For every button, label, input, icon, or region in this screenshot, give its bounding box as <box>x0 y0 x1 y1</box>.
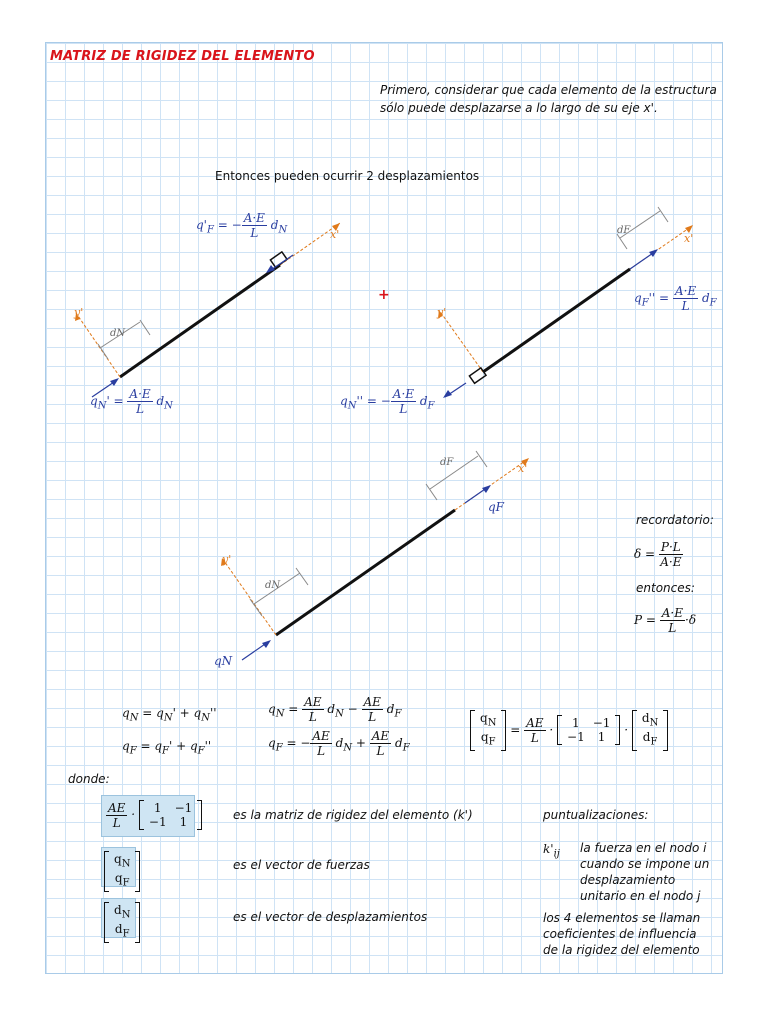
donde-label: donde: <box>68 772 110 786</box>
element-bar <box>483 269 630 372</box>
intro-line-1: Primero, considerar que cada elemento de la estructura <box>380 83 717 97</box>
summary-line-1: los 4 elementos se llaman <box>543 911 701 925</box>
reminder-label: recordatorio: <box>636 513 714 527</box>
y-axis-label: y' <box>222 553 232 566</box>
note-line-1: la fuerza en el nodo i <box>580 841 707 855</box>
dF-label: dF <box>440 457 454 468</box>
eq-qN-sum: $q_N = q_N' + q_N''$ <box>122 706 217 724</box>
definition-stiffness: es la matriz de rigidez del elemento (k') <box>233 808 473 822</box>
formula-qF-prime: $q'_F$ = − $\frac{A\cdot E}{L}$ $d_N$ <box>196 211 288 240</box>
plus-sign: + <box>378 287 390 303</box>
summary-line-2: coeficientes de influencia <box>543 927 697 941</box>
intro-line-2: sólo puede desplazarse a lo largo de su eje x'. <box>380 101 658 115</box>
element-bar <box>120 265 280 377</box>
eq-qN-full: $q_N$ = $\frac{AE}{L}$ $d_N$ − $\frac{AE}{L}$ $d_F$ <box>268 695 402 724</box>
qF-label: qF <box>488 500 505 514</box>
matrix-equation: $q_N$ $q_F$ = $\frac{AE}{L}$ · 1 −1 −1 1 · $d_N$ $d_F$ <box>470 710 668 751</box>
definition-displacement: es el vector de desplazamientos <box>233 910 428 924</box>
x-axis-label: x' <box>330 228 340 241</box>
eq-qF-full: $q_F$ = − $\frac{AE}{L}$ $d_N$ + $\frac{AE}{L}$ $d_F$ <box>268 729 410 758</box>
definition-force: es el vector de fuerzas <box>233 858 370 872</box>
element-bar <box>276 510 455 635</box>
formula-qN-prime: $q_N'$ = $\frac{A\cdot E}{L}$ $d_N$ <box>90 387 173 416</box>
note-line-2: cuando se impone un <box>580 857 710 871</box>
force-vector-symbol: $q_N$ $q_F$ <box>104 851 140 892</box>
y-axis-label: y' <box>437 306 447 319</box>
subtitle: Entonces pueden ocurrir 2 desplazamientos <box>215 169 480 183</box>
k-ij-symbol: $k'_{ij}$ <box>543 842 560 860</box>
delta-formula: δ = $\frac{P\cdot L}{A\cdot E}$ <box>634 540 682 569</box>
P-formula: P = $\frac{A\cdot E}{L}$ ·δ <box>634 606 697 635</box>
summary-line-3: de la rigidez del elemento <box>543 943 700 957</box>
dF-label: dF <box>617 225 631 236</box>
formula-qN-dprime: $q_N''$ = − $\frac{A\cdot E}{L}$ $d_F$ <box>340 387 435 416</box>
stiffness-matrix-symbol: $\frac{AE}{L}$ · 1 −1 −1 1 <box>106 800 202 830</box>
page-title: MATRIZ DE RIGIDEZ DEL ELEMENTO <box>50 49 315 64</box>
y-axis-label: y' <box>74 306 84 319</box>
note-line-4: unitario en el nodo j <box>580 889 701 903</box>
y-axis-line <box>76 313 120 377</box>
displacement-vector-symbol: $d_N$ $d_F$ <box>104 902 140 943</box>
dN-label: dN <box>110 328 126 339</box>
diagram-3 <box>221 451 529 660</box>
x-axis-label: x' <box>518 462 528 475</box>
diagram-1 <box>75 223 340 397</box>
qN-label: qN <box>214 654 233 668</box>
notes-header: puntualizaciones: <box>543 808 649 822</box>
formula-qF-dprime: $q_F''$ = $\frac{A\cdot E}{L}$ $d_F$ <box>634 284 717 313</box>
note-line-3: desplazamiento <box>580 873 676 887</box>
then-label: entonces: <box>636 581 695 595</box>
dN-label: dN <box>265 580 281 591</box>
x-axis-label: x' <box>684 232 694 245</box>
eq-qF-sum: $q_F = q_F' + q_F''$ <box>122 739 212 757</box>
